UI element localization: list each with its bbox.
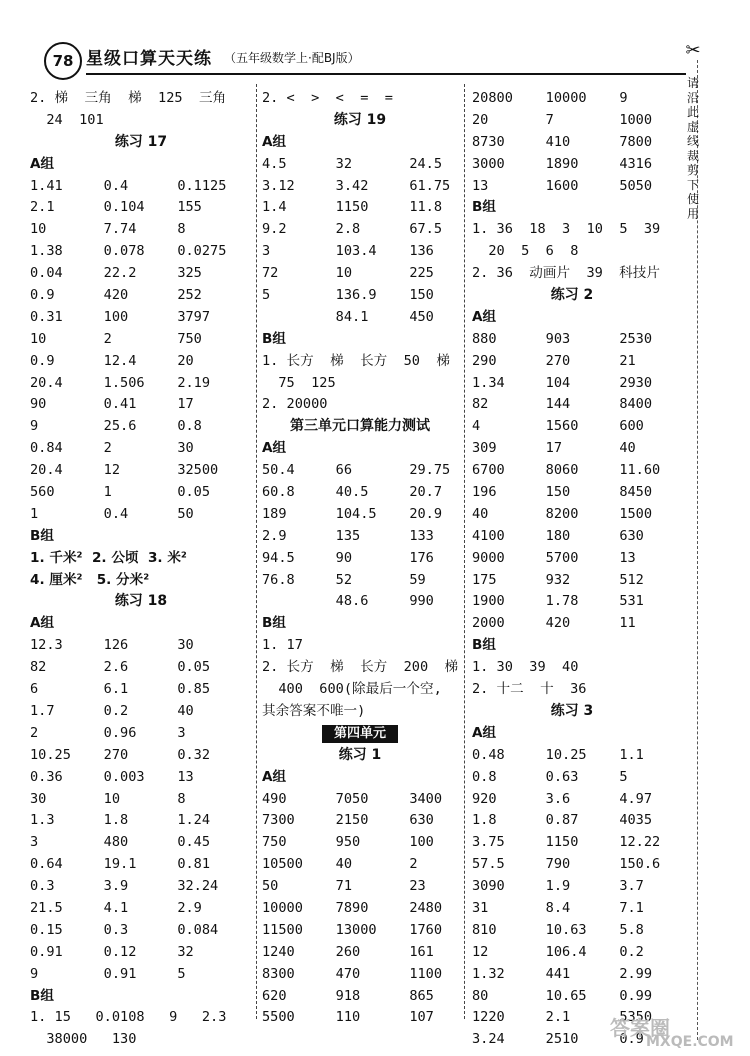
answer-line: 2 0.96 3 xyxy=(30,724,186,741)
cut-instruction xyxy=(680,40,706,221)
answer-line: 30 10 8 xyxy=(30,790,186,807)
answer-line: 1240 260 161 xyxy=(262,943,434,960)
answer-line: 12 106.4 0.2 xyxy=(472,943,644,960)
answer-line: 0.3 3.9 32.24 xyxy=(30,878,219,895)
answer-line: 0.91 0.12 32 xyxy=(30,943,194,960)
answer-line: 90 0.41 17 xyxy=(30,396,194,413)
group-label: A组 xyxy=(262,768,287,785)
answer-line: 7300 2150 630 xyxy=(262,812,434,829)
answer-line: 2. < > < = = xyxy=(262,90,393,106)
answer-line: 1.41 0.4 0.1125 xyxy=(30,177,227,194)
answer-line: 10 7.74 8 xyxy=(30,221,186,238)
answer-line: 24 101 xyxy=(30,111,104,128)
answer-line: 880 903 2530 xyxy=(472,330,653,347)
answer-line: 1220 2.1 5350 xyxy=(472,1009,653,1026)
answer-line: 94.5 90 176 xyxy=(262,549,434,566)
answer-line: 10.25 270 0.32 xyxy=(30,746,211,763)
group-label: A组 xyxy=(30,155,55,172)
answer-line: 2. 36 动画片 39 科技片 xyxy=(472,265,660,282)
answer-line: 290 270 21 xyxy=(472,352,636,369)
answer-line: 750 950 100 xyxy=(262,834,434,851)
answer-line: 2. 梯 三角 梯 125 三角 xyxy=(30,90,227,106)
watermark-url: MXQE.COM xyxy=(646,1034,734,1050)
unit-heading-label: 第四单元 xyxy=(322,725,398,743)
answer-line: 20 5 6 8 xyxy=(472,243,579,260)
answer-line: 40 8200 1500 xyxy=(472,505,653,522)
answer-line: 0.84 2 30 xyxy=(30,440,194,457)
answer-line: 38000 130 xyxy=(30,1031,137,1048)
answer-line: 2. 20000 xyxy=(262,396,328,413)
answer-line: 0.64 19.1 0.81 xyxy=(30,856,211,873)
answer-line: 80 10.65 0.99 xyxy=(472,987,653,1004)
answer-line: 82 144 8400 xyxy=(472,396,653,413)
answer-line: 1.7 0.2 40 xyxy=(30,702,194,719)
group-label: A组 xyxy=(472,308,497,325)
answer-line: 3000 1890 4316 xyxy=(472,155,653,172)
page-header xyxy=(44,38,664,78)
answer-line: 0.15 0.3 0.084 xyxy=(30,921,219,938)
answer-line: 76.8 52 59 xyxy=(262,571,426,588)
answer-line: 0.48 10.25 1.1 xyxy=(472,746,644,763)
group-label: B组 xyxy=(472,637,496,654)
answer-line: 4 1560 600 xyxy=(472,418,644,435)
answer-line: 1.8 0.87 4035 xyxy=(472,812,653,829)
group-label: 4. 厘米² 5. 分米² xyxy=(30,571,150,588)
answer-line: 0.8 0.63 5 xyxy=(472,768,628,785)
answer-line: 3 103.4 136 xyxy=(262,243,434,260)
answer-line: 6 6.1 0.85 xyxy=(30,681,211,698)
group-label: A组 xyxy=(30,615,55,632)
group-label: 1. 千米² 2. 公顷 3. 米² xyxy=(30,549,187,566)
answer-line: 1.4 1150 11.8 xyxy=(262,199,443,216)
section-heading: 练习 19 xyxy=(333,111,387,128)
section-heading: 练习 17 xyxy=(114,133,168,150)
answer-line: 0.9 420 252 xyxy=(30,287,202,304)
answer-line: 400 600(除最后一个空, xyxy=(262,681,442,698)
answer-line: 1. 36 18 3 10 5 39 xyxy=(472,221,661,238)
answer-line: 9000 5700 13 xyxy=(472,549,636,566)
answer-line: 11500 13000 1760 xyxy=(262,921,443,938)
answer-line: 75 125 xyxy=(262,374,336,391)
answer-line: 0.31 100 3797 xyxy=(30,308,211,325)
section-heading: 练习 1 xyxy=(338,746,382,763)
answer-line: 2.9 135 133 xyxy=(262,527,434,544)
book-subtitle: （五年级数学上·配BJ版） xyxy=(224,51,360,65)
answer-line: 4100 180 630 xyxy=(472,527,644,544)
answer-column-left xyxy=(30,88,252,1051)
answer-line: 57.5 790 150.6 xyxy=(472,856,661,873)
answer-line: 60.8 40.5 20.7 xyxy=(262,484,443,501)
section-heading: 练习 18 xyxy=(114,593,168,610)
answer-column-right xyxy=(472,88,672,1051)
answer-line: 31 8.4 7.1 xyxy=(472,899,644,916)
answer-line: 1900 1.78 531 xyxy=(472,593,644,610)
answer-line: 48.6 990 xyxy=(262,593,434,610)
answer-column-middle xyxy=(262,88,458,1029)
group-label: B组 xyxy=(472,199,496,216)
group-label: A组 xyxy=(262,440,287,457)
answer-line: 490 7050 3400 xyxy=(262,790,443,807)
answer-line: 8300 470 1100 xyxy=(262,965,443,982)
answer-line: 3.24 2510 0.9 xyxy=(472,1031,644,1048)
answer-line: 1. 长方 梯 长方 50 梯 xyxy=(262,352,450,369)
answer-line: 1 0.4 50 xyxy=(30,505,194,522)
answer-line: 10500 40 2 xyxy=(262,856,418,873)
unit-heading xyxy=(262,723,458,745)
answer-line: 5500 110 107 xyxy=(262,1009,434,1026)
answer-line: 1.32 441 2.99 xyxy=(472,965,653,982)
answer-line: 9.2 2.8 67.5 xyxy=(262,221,443,238)
answer-line: 82 2.6 0.05 xyxy=(30,659,211,676)
group-label: B组 xyxy=(30,987,54,1004)
group-label: B组 xyxy=(262,615,286,632)
answer-line: 8730 410 7800 xyxy=(472,133,653,150)
answer-line: 0.04 22.2 325 xyxy=(30,265,202,282)
answer-line: 10000 7890 2480 xyxy=(262,899,443,916)
scissors-icon: ✂ xyxy=(685,40,701,61)
group-label: B组 xyxy=(30,527,54,544)
answer-line: 309 17 40 xyxy=(472,440,636,457)
answer-line: 1. 15 0.0108 9 2.3 xyxy=(30,1009,227,1026)
answer-line: 20800 10000 9 xyxy=(472,90,628,106)
header-rule xyxy=(86,73,686,75)
answer-line: 3 480 0.45 xyxy=(30,834,211,851)
section-heading: 第三单元口算能力测试 xyxy=(290,418,430,435)
answer-line: 1. 17 xyxy=(262,637,303,654)
page-number: 78 xyxy=(44,42,82,80)
answer-line: 6700 8060 11.60 xyxy=(472,462,661,479)
answer-line: 620 918 865 xyxy=(262,987,434,1004)
answer-line: 2. 长方 梯 长方 200 梯 xyxy=(262,659,459,676)
answer-line: 9 25.6 0.8 xyxy=(30,418,202,435)
answer-line: 2.1 0.104 155 xyxy=(30,199,202,216)
group-label: B组 xyxy=(262,330,286,347)
answer-line: 21.5 4.1 2.9 xyxy=(30,899,202,916)
group-label: A组 xyxy=(262,133,287,150)
answer-line: 2000 420 11 xyxy=(472,615,636,632)
watermark-logo: 答案圈 xyxy=(610,1016,670,1040)
answer-line: 1.34 104 2930 xyxy=(472,374,653,391)
answer-line: 0.36 0.003 13 xyxy=(30,768,194,785)
answer-line: 10 2 750 xyxy=(30,330,202,347)
answer-line: 2. 十二 十 36 xyxy=(472,681,587,698)
column-divider xyxy=(256,84,257,1019)
answer-line: 20.4 12 32500 xyxy=(30,462,219,479)
answer-line: 9 0.91 5 xyxy=(30,965,186,982)
answer-line: 20 7 1000 xyxy=(472,111,653,128)
section-heading: 练习 3 xyxy=(550,702,594,719)
answer-line: 810 10.63 5.8 xyxy=(472,921,644,938)
answer-line: 20.4 1.506 2.19 xyxy=(30,374,211,391)
answer-line: 13 1600 5050 xyxy=(472,177,653,194)
answer-line: 72 10 225 xyxy=(262,265,434,282)
answer-line: 3.12 3.42 61.75 xyxy=(262,177,451,194)
answer-line: 84.1 450 xyxy=(262,308,434,325)
answer-line: 560 1 0.05 xyxy=(30,484,211,501)
answer-line: 189 104.5 20.9 xyxy=(262,505,443,522)
answer-line: 其余答案不唯一) xyxy=(262,702,366,719)
answer-line: 5 136.9 150 xyxy=(262,287,434,304)
book-title: 星级口算天天练 xyxy=(86,49,212,69)
answer-line: 196 150 8450 xyxy=(472,484,653,501)
answer-line: 50.4 66 29.75 xyxy=(262,462,451,479)
answer-line: 1.3 1.8 1.24 xyxy=(30,812,211,829)
answer-line: 4.5 32 24.5 xyxy=(262,155,443,172)
column-divider xyxy=(464,84,465,1019)
answer-line: 3.75 1150 12.22 xyxy=(472,834,661,851)
answer-line: 175 932 512 xyxy=(472,571,644,588)
answer-line: 50 71 23 xyxy=(262,878,426,895)
answer-line: 3090 1.9 3.7 xyxy=(472,878,644,895)
answer-line: 0.9 12.4 20 xyxy=(30,352,194,369)
answer-line: 1.38 0.078 0.0275 xyxy=(30,243,227,260)
section-heading: 练习 2 xyxy=(550,287,594,304)
answer-line: 1. 30 39 40 xyxy=(472,659,579,676)
answer-line: 920 3.6 4.97 xyxy=(472,790,653,807)
cut-instruction-text: 请沿此虚线裁剪下使用 xyxy=(686,76,699,221)
group-label: A组 xyxy=(472,724,497,741)
answer-line: 12.3 126 30 xyxy=(30,637,194,654)
